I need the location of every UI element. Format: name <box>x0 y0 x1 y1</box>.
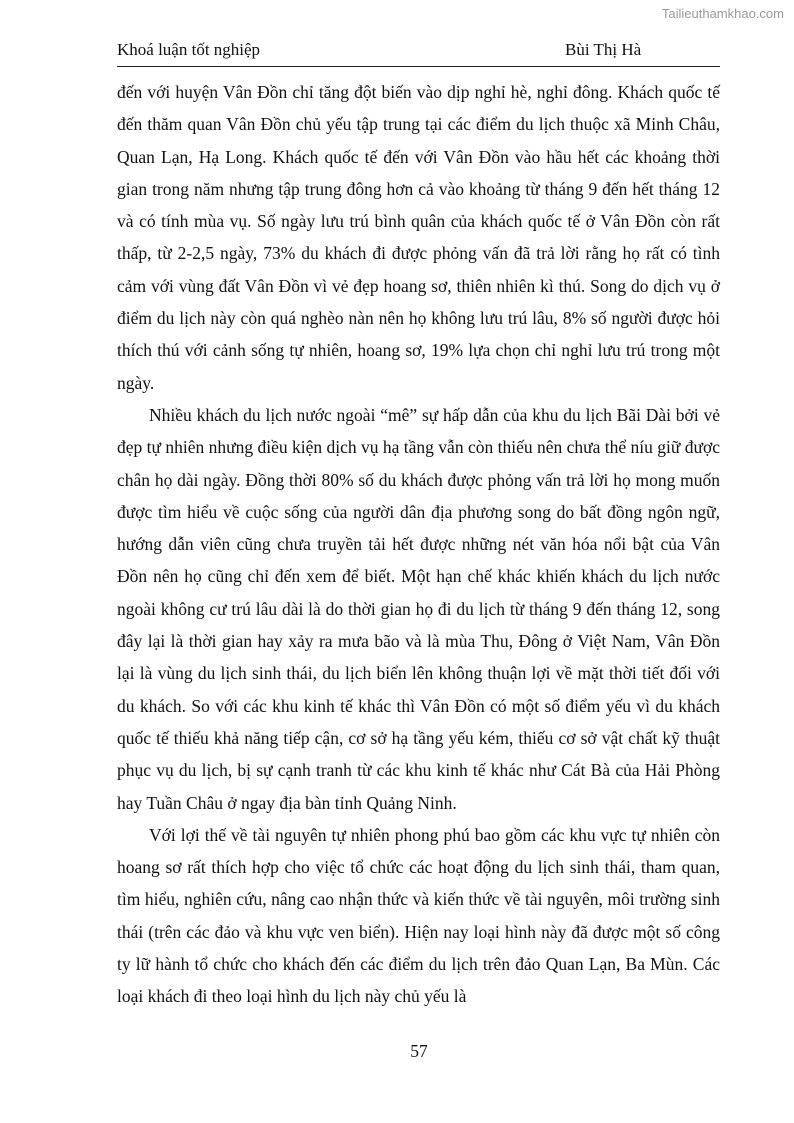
header-title: Khoá luận tốt nghiệp <box>117 40 261 59</box>
body-text <box>117 76 720 1013</box>
watermark: Tailieuthamkhao.com <box>661 6 784 21</box>
paragraph-1: đến với huyện Vân Đồn chỉ tăng đột biến vào dịp nghỉ hè, nghỉ đông. Khách quốc tế đến thăm quan Vân Đồn chủ yếu tập trung tại các điểm du lịch thuộc xã Minh Châu, Quan Lạn, Hạ Long. Khách quốc tế đến với Vân Đồn vào hầu hết các khoảng thời gian trong năm nhưng tập trung đông hơn cả vào khoảng từ tháng 9 đến hết tháng 12 và có tính mùa vụ. Số ngày lưu trú bình quân của khách quốc tế ở Vân Đồn còn rất thấp, từ 2-2,5 ngày, 73% du khách đi được phỏng vấn đã trả lời rằng họ rất có tình cảm với vùng đất Vân Đồn vì vẻ đẹp hoang sơ, thiên nhiên kì thú. Song do dịch vụ ở điểm du lịch này còn quá nghèo nàn nên họ không lưu trú lâu, 8% số người được hỏi thích thú với cảnh sống tự nhiên, hoang sơ, 19% lựa chọn chỉ nghỉ lưu trú trong một ngày. <box>117 82 720 393</box>
paragraph-3: Với lợi thế về tài nguyên tự nhiên phong phú bao gồm các khu vực tự nhiên còn hoang sơ rất thích hợp cho việc tổ chức các hoạt động du lịch sinh thái, tham quan, tìm hiểu, nghiên cứu, nâng cao nhận thức và kiến thức về tài nguyên, môi trường sinh thái (trên các đảo và khu vực ven biển). Hiện nay loại hình này đã được một số công ty lữ hành tổ chức cho khách đến các điểm du lịch trên đảo Quan Lạn, Ba Mùn. Các loại khách đi theo loại hình du lịch này chủ yếu là <box>117 824 720 1007</box>
paragraph-2: Nhiều khách du lịch nước ngoài “mê” sự hấp dẫn của khu du lịch Bãi Dài bởi vẻ đẹp tự nhiên nhưng điều kiện dịch vụ hạ tầng vẫn còn thiếu nên chưa thể níu giữ được chân họ dài ngày. Đồng thời 80% số du khách được phỏng vấn trả lời họ mong muốn được tìm hiểu về cuộc sống của người dân địa phương song do bất đồng ngôn ngữ, hướng dẫn viên cũng chưa truyền tải hết được những nét văn hóa nổi bật của Vân Đồn nên họ cũng chỉ đến xem để biết. Một hạn chế khác khiến khách du lịch nước ngoài không cư trú lâu dài là do thời gian họ đi du lịch từ tháng 9 đến tháng 12, song đây lại là thời gian hay xảy ra mưa bão và là mùa Thu, Đông ở Việt Nam, Vân Đồn lại là vùng du lịch sinh thái, du lịch biển lên không thuận lợi về mặt thời tiết đối với du khách. So với các khu kinh tế khác thì Vân Đồn có một số điểm yếu vì du khách quốc tế thiếu khả năng tiếp cận, cơ sở hạ tầng yếu kém, thiếu cơ sở vật chất kỹ thuật phục vụ du lịch, bị sự cạnh tranh từ các khu kinh tế khác như Cát Bà của Hải Phòng hay Tuần Châu ở ngay địa bàn tỉnh Quảng Ninh. <box>117 404 720 813</box>
page-number: 57 <box>410 1041 428 1061</box>
page-header <box>117 38 720 67</box>
header-author: Bùi Thị Hà <box>565 40 642 59</box>
